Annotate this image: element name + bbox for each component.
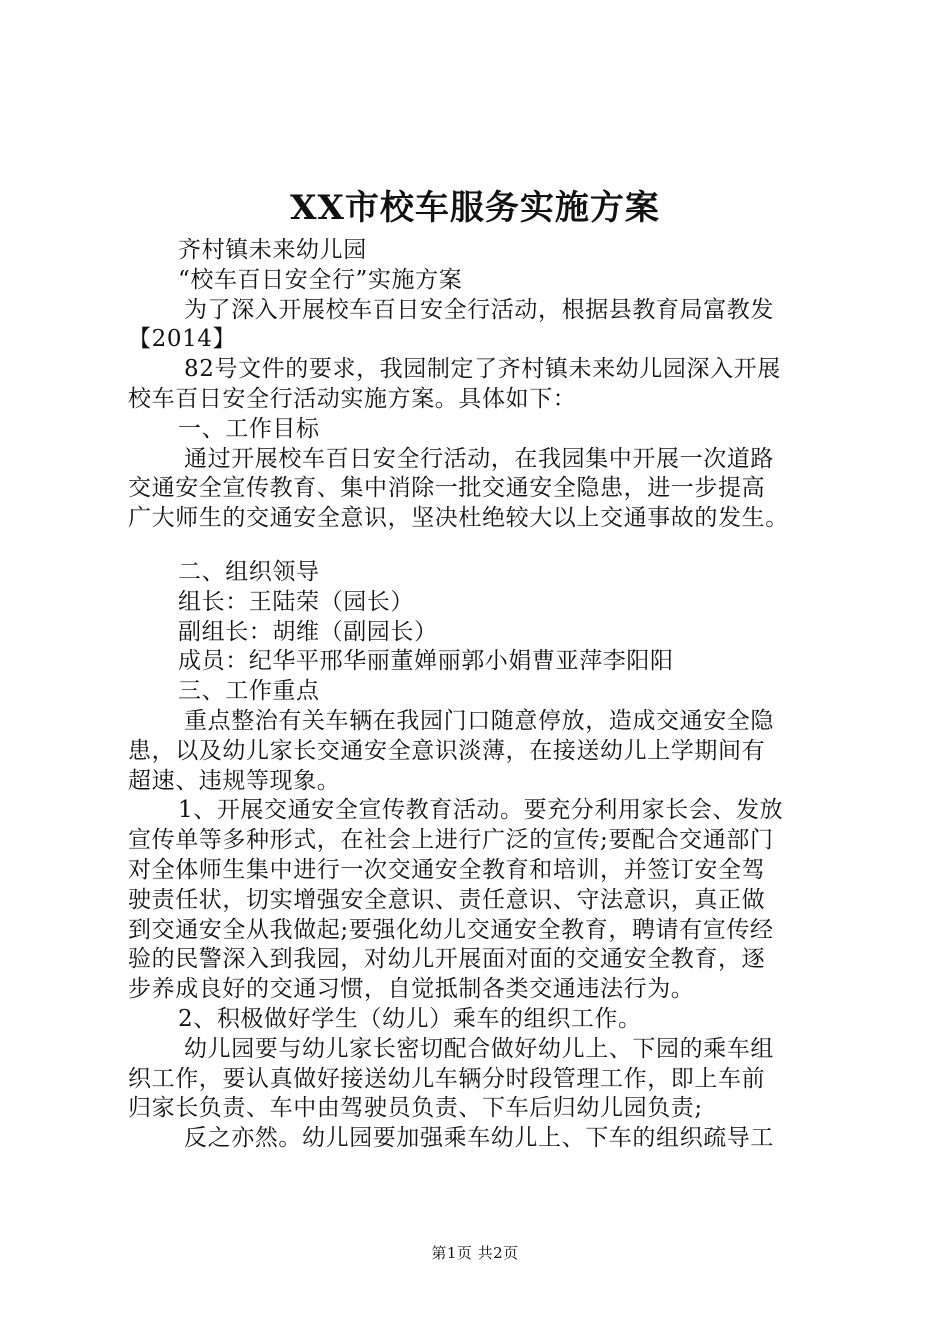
document-title: XX市校车服务实施方案 — [290, 188, 660, 228]
text-line: 【2014】 — [128, 326, 237, 353]
text-line: 验的民警深入到我园，对幼儿开展面对面的交通安全教育，逐 — [128, 946, 766, 973]
page-footer: 第1页 共2页 — [431, 1244, 519, 1262]
text-line: 成员：纪华平邢华丽董婵丽郭小娟曹亚萍李阳阳 — [178, 648, 674, 675]
text-line: 校车百日安全行活动实施方案。具体如下： — [128, 385, 577, 412]
text-line: 组长：王陆荣（园长） — [178, 588, 414, 615]
text-line: 织工作，要认真做好接送幼儿车辆分时段管理工作，即上车前 — [128, 1065, 766, 1092]
text-line: 通过开展校车百日安全行活动，在我园集中开展一次道路 — [184, 445, 774, 472]
paragraph-gap — [128, 534, 844, 558]
text-line: 为了深入开展校车百日安全行活动，根据县教育局富教发 — [184, 296, 774, 323]
text-line: 宣传单等多种形式，在社会上进行广泛的宣传;要配合交通部门 — [128, 827, 774, 854]
text-line: 驶责任状，切实增强安全意识、责任意识、守法意识，真正做 — [128, 886, 766, 913]
text-line: “校车百日安全行”实施方案 — [178, 266, 463, 293]
text-line: 对全体师生集中进行一次交通安全教育和培训，并签订安全驾 — [128, 856, 766, 883]
text-line: 步养成良好的交通习惯，自觉抵制各类交通违法行为。 — [128, 976, 695, 1003]
text-line: 三、工作重点 — [178, 678, 320, 705]
text-line: 反之亦然。幼儿园要加强乘车幼儿上、下车的组织疏导工 — [184, 1125, 774, 1152]
text-line: 一、工作目标 — [178, 415, 320, 442]
text-line: 幼儿园要与幼儿家长密切配合做好幼儿上、下园的乘车组 — [184, 1035, 774, 1062]
text-line: 归家长负责、车中由驾驶员负责、下车后归幼儿园负责; — [128, 1095, 703, 1122]
text-line: 1、开展交通安全宣传教育活动。要充分利用家长会、发放 — [178, 797, 784, 824]
text-line: 到交通安全从我做起;要强化幼儿交通安全教育，聘请有宣传经 — [128, 916, 774, 943]
text-line: 齐村镇未来幼儿园 — [178, 237, 367, 263]
text-line: 2、积极做好学生（幼儿）乘车的组织工作。 — [178, 1005, 642, 1032]
text-line: 广大师生的交通安全意识，坚决杜绝较大以上交通事故的发生。 — [128, 505, 789, 532]
text-line: 二、组织领导 — [178, 558, 320, 585]
text-line: 82号文件的要求，我园制定了齐村镇未来幼儿园深入开展 — [184, 356, 781, 383]
text-line: 重点整治有关车辆在我园门口随意停放，造成交通安全隐 — [184, 707, 774, 734]
text-line: 患，以及幼儿家长交通安全意识淡薄，在接送幼儿上学期间有 — [128, 737, 766, 764]
text-line: 交通安全宣传教育、集中消除一批交通安全隐患，进一步提高 — [128, 475, 766, 502]
document-body — [128, 236, 844, 1154]
text-line: 副组长：胡维（副园长） — [178, 618, 438, 645]
text-line: 超速、违规等现象。 — [128, 767, 341, 794]
